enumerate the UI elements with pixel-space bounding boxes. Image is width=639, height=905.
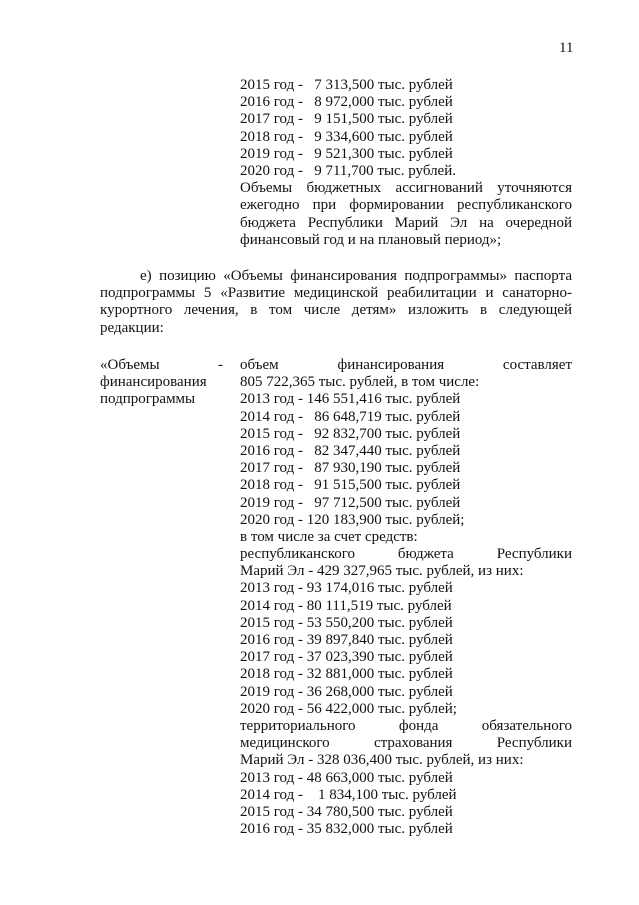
year-amount-line: 2016 год - 8 972,000 тыс. рублей [240, 94, 453, 111]
funding-line: 2015 год - 53 550,200 тыс. рублей [240, 614, 453, 631]
funding-line: 2016 год - 35 832,000 тыс. рублей [240, 821, 453, 838]
funding-line: 2014 год - 1 834,100 тыс. рублей [240, 786, 457, 803]
table-right-column [240, 357, 572, 838]
funding-line: 2016 год - 82 347,440 тыс. рублей [240, 442, 461, 459]
funding-line: медицинского страхования Республики [240, 735, 572, 752]
year-amount-line: 2017 год - 9 151,500 тыс. рублей [240, 111, 453, 128]
note-line: финансовый год и на плановый период»; [240, 231, 502, 248]
funding-line: 2015 год - 34 780,500 тыс. рублей [240, 803, 453, 820]
funding-line: 2019 год - 97 712,500 тыс. рублей [240, 494, 461, 511]
note-line: Объемы бюджетных ассигнований уточняются [240, 180, 572, 197]
funding-line: 2017 год - 37 023,390 тыс. рублей [240, 649, 453, 666]
table-left-column [100, 357, 228, 409]
funding-line: 2014 год - 86 648,719 тыс. рублей [240, 408, 461, 425]
funding-line: Марий Эл - 328 036,400 тыс. рублей, из них: [240, 752, 524, 769]
funding-line: 2020 год - 56 422,000 тыс. рублей; [240, 700, 457, 717]
funding-line: республиканского бюджета Республики [240, 546, 572, 563]
funding-line: 805 722,365 тыс. рублей, в том числе: [240, 374, 480, 391]
year-amount-line: 2020 год - 9 711,700 тыс. рублей. [240, 162, 456, 179]
page-number: 11 [559, 40, 574, 56]
year-amount-line: 2018 год - 9 334,600 тыс. рублей [240, 128, 453, 145]
row-label-line: финансирования [100, 374, 207, 391]
note-line: ежегодно при формировании республиканского [240, 197, 572, 214]
column-dash: - [218, 357, 223, 373]
funding-line: Марий Эл - 429 327,965 тыс. рублей, из них: [240, 563, 524, 580]
funding-line: 2013 год - 146 551,416 тыс. рублей [240, 391, 461, 408]
funding-line: 2013 год - 93 174,016 тыс. рублей [240, 580, 453, 597]
funding-line: 2016 год - 39 897,840 тыс. рублей [240, 632, 453, 648]
paragraph-line: редакции: [100, 319, 164, 336]
funding-line: 2014 год - 80 111,519 тыс. рублей [240, 597, 452, 614]
funding-line: в том числе за счет средств: [240, 528, 418, 545]
paragraph-line: подпрограммы 5 «Развитие медицинской реабилитации и санаторно- [100, 285, 572, 302]
funding-line: 2015 год - 92 832,700 тыс. рублей [240, 425, 461, 442]
funding-line: 2018 год - 91 515,500 тыс. рублей [240, 477, 461, 494]
funding-line: 2013 год - 48 663,000 тыс. рублей [240, 769, 453, 786]
funding-line: объем финансирования составляет [240, 357, 572, 373]
row-label-line: подпрограммы [100, 391, 196, 408]
paragraph-line: е) позицию «Объемы финансирования подпрограммы» паспорта [140, 268, 572, 284]
year-amount-line: 2019 год - 9 521,300 тыс. рублей [240, 145, 453, 162]
paragraph-line: курортного лечения, в том числе детям» изложить в следующей [100, 302, 572, 319]
year-amount-line: 2015 год - 7 313,500 тыс. рублей [240, 77, 453, 93]
funding-line: 2020 год - 120 183,900 тыс. рублей; [240, 511, 465, 528]
row-label-line: «Объемы [100, 357, 160, 373]
funding-line: 2019 год - 36 268,000 тыс. рублей [240, 683, 453, 700]
note-line: бюджета Республики Марий Эл на очередной [240, 214, 572, 231]
funding-line: 2018 год - 32 881,000 тыс. рублей [240, 666, 453, 683]
funding-line: территориального фонда обязательного [240, 717, 572, 734]
funding-line: 2017 год - 87 930,190 тыс. рублей [240, 460, 461, 477]
funding-continuation-block [240, 77, 572, 249]
amendment-paragraph [100, 268, 572, 337]
